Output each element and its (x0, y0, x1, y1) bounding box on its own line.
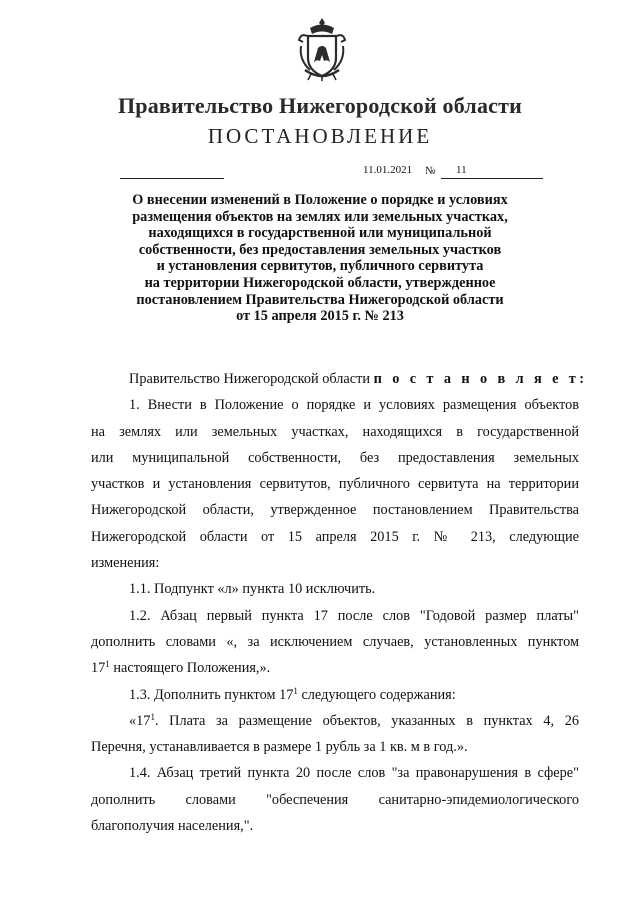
heading-line: от 15 апреля 2015 г. № 213 (236, 308, 404, 325)
heading-line: и установления сервитутов, публичного сервитута (156, 258, 484, 275)
item-1-line: Нижегородской области, утвержденное постановлением Правительства (91, 502, 579, 519)
item-1-3: 1.3. Дополнить пунктом $17^1$ следующего содержания: (129, 685, 456, 703)
item-1-line: изменения: (91, 555, 160, 572)
item-1-1: 1.1. Подпункт «л» пункта 10 исключить. (129, 581, 376, 598)
item-1-line: на землях или земельных участках, находящихся в государственной (91, 423, 579, 440)
heading-line: О внесении изменений в Положение о порядке и условиях (132, 192, 508, 208)
item-1-line: участков и установления сервитутов, публичного сервитута на территории (91, 476, 579, 493)
item-1-3-quote: «$17^1$. Плата за размещение объектов, указанных в пунктах 4, 26 (129, 711, 579, 729)
government-title: Правительство Нижегородской области (117, 93, 522, 118)
item-1-2-line: дополнить словами «, за исключением случаев, установленных пунктом (91, 633, 579, 650)
signature-date-line (120, 166, 224, 179)
document-heading (100, 192, 540, 325)
coat-of-arms-icon (297, 16, 347, 82)
document-date: 11.01.2021 (363, 164, 413, 176)
item-1-2-line: 1.2. Абзац первый пункта 17 после слов "Годовой размер платы" (129, 607, 579, 624)
heading-line: находящихся в государственной или муниципальной (148, 225, 492, 242)
heading-line: собственности, без предоставления земельных участков (138, 241, 502, 258)
number-label: № (425, 165, 436, 177)
heading-line: постановлением Правительства Нижегородской области (136, 291, 504, 308)
item-1-4-line: дополнить словами "обеспечения санитарно-эпидемиологического (91, 791, 579, 808)
heading-line: на территории Нижегородской области, утвержденное (144, 274, 496, 291)
item-1-line: или муниципальной собственности, без предоставления земельных (91, 449, 579, 466)
item-1-line: 1. Внести в Положение о порядке и условиях размещения объектов (129, 397, 579, 414)
item-1-3-quote-line: Перечня, устанавливается в размере 1 рубль за 1 кв. м в год.». (91, 739, 468, 756)
item-1-line: Нижегородской области от 15 апреля 2015 г. № 213, следующие (91, 528, 579, 545)
item-1-4-line: 1.4. Абзац третий пункта 20 после слов "за правонарушения в сфере" (129, 765, 579, 782)
item-1-2-line: $17^1$ настоящего Положения,». (91, 659, 271, 677)
heading-line: размещения объектов на землях или земельных участках, (132, 208, 508, 225)
document-number: 11 (456, 164, 467, 176)
decree-word: п о с т а н о в л я е т: (373, 371, 588, 387)
preamble: Правительство Нижегородской области п о с т а н о в л я е т: (129, 371, 588, 387)
item-1-4-line: благополучия населения,". (91, 818, 254, 835)
document-type: ПОСТАНОВЛЕНИЕ (207, 124, 433, 148)
document-body (91, 366, 588, 839)
